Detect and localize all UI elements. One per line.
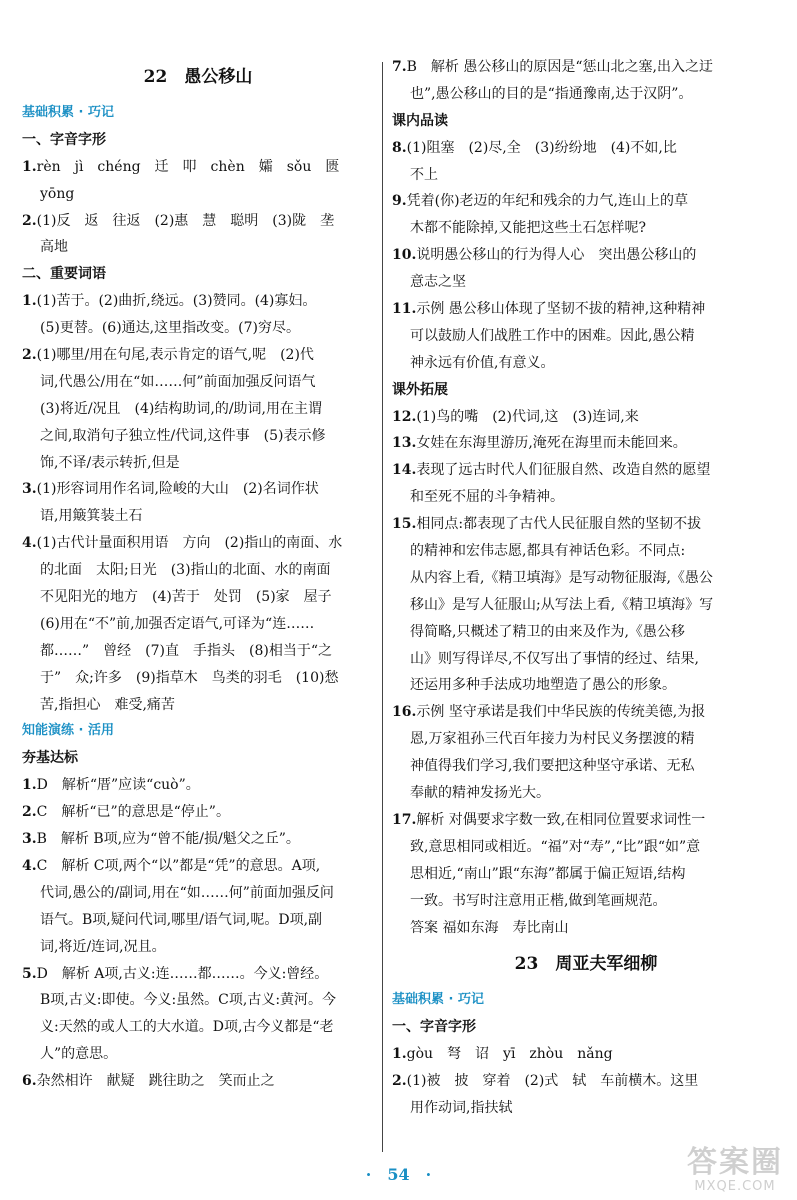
page-number: · 54 · bbox=[365, 1165, 432, 1184]
answer-item bbox=[22, 530, 374, 557]
answer-item bbox=[392, 807, 780, 834]
continuation-line: 木都不能除掉,又能把这些土石怎样呢? bbox=[410, 220, 646, 237]
continuation-line: 词,将近/连词,况且。 bbox=[40, 938, 166, 955]
item-number: 10. bbox=[392, 247, 417, 264]
item-text: 示例 愚公移山体现了坚韧不拔的精神,这种精神 bbox=[416, 301, 706, 318]
item-number: 2. bbox=[22, 804, 37, 821]
item-number: 7. bbox=[392, 59, 407, 75]
subsection-heading: 夯基达标 bbox=[22, 750, 78, 767]
column-divider bbox=[382, 62, 383, 1152]
continuation-line: 答案 福如东海 寿比南山 bbox=[410, 919, 569, 936]
item-number: 16. bbox=[392, 704, 417, 721]
item-number: 3. bbox=[22, 481, 37, 498]
continuation-line: 恩,万家祖孙三代百年接力为村民义务摆渡的精 bbox=[410, 731, 695, 748]
answer-item bbox=[392, 296, 780, 323]
answer-item bbox=[392, 699, 780, 726]
continuation-line: 奉献的精神发扬光大。 bbox=[410, 785, 550, 802]
continuation-line: 之间,取消句子独立性/代词,这件事 (5)表示修 bbox=[40, 427, 326, 444]
continuation-line: 高地 bbox=[40, 239, 68, 256]
item-number: 9. bbox=[392, 193, 407, 210]
continuation-line: 可以鼓励人们战胜工作中的困难。因此,愚公精 bbox=[410, 327, 695, 344]
subsection-heading: 课外拓展 bbox=[392, 381, 448, 398]
continuation-line: 都……” 曾经 (7)直 手指头 (8)相当于“之 bbox=[40, 642, 332, 659]
answer-item bbox=[22, 288, 374, 315]
subsection-heading: 课内品读 bbox=[392, 112, 448, 129]
continuation-line: 移山》是写人征服山;从写法上看,《精卫填海》写 bbox=[410, 596, 714, 613]
continuation-line: (3)将近/况且 (4)结构助词,的/助词,用在主谓 bbox=[40, 400, 322, 417]
item-text: (1)古代计量面积用语 方向 (2)指山的南面、水 bbox=[36, 535, 343, 552]
item-text: (1)被 披 穿着 (2)式 轼 车前横木。这里 bbox=[406, 1073, 699, 1090]
item-text: 相同点:都表现了古代人民征服自然的坚韧不拔 bbox=[416, 516, 702, 533]
item-number: 15. bbox=[392, 516, 417, 533]
answer-item bbox=[392, 404, 780, 431]
subsection-heading: 一、字音字形 bbox=[392, 1019, 476, 1036]
left-column bbox=[22, 54, 374, 1095]
item-text: C 解析 C项,两个“以”都是“凭”的意思。A项, bbox=[36, 857, 321, 874]
continuation-line: 于” 众;许多 (9)指草木 鸟类的羽毛 (10)愁 bbox=[40, 669, 339, 686]
item-number: 17. bbox=[392, 811, 417, 828]
continuation-line: 苦,指担心 难受,痛苦 bbox=[40, 696, 175, 713]
item-text: (1)阻塞 (2)尽,全 (3)纷纷地 (4)不如,比 bbox=[406, 139, 677, 156]
continuation-line: 意志之坚 bbox=[410, 274, 466, 291]
lesson-title: 22 愚公移山 bbox=[143, 67, 253, 87]
continuation-line: 一致。书写时注意用正楷,做到笔画规范。 bbox=[410, 892, 667, 909]
item-number: 1. bbox=[392, 1046, 407, 1063]
item-text: B 解析 B项,应为“曾不能/损/魁父之丘”。 bbox=[36, 831, 300, 848]
answer-item bbox=[22, 154, 374, 181]
item-number: 4. bbox=[22, 857, 37, 874]
answer-item bbox=[22, 476, 374, 503]
item-text: (1)哪里/用在句尾,表示肯定的语气,呢 (2)代 bbox=[36, 347, 314, 364]
item-number: 14. bbox=[392, 462, 417, 479]
item-number: 5. bbox=[22, 965, 37, 982]
item-text: 凭着(你)老迈的年纪和残余的力气,连山上的草 bbox=[406, 193, 688, 210]
item-text: (1)鸟的嘴 (2)代词,这 (3)连词,来 bbox=[416, 408, 639, 425]
answer-item bbox=[392, 188, 780, 215]
right-column bbox=[392, 54, 780, 1122]
answer-item bbox=[22, 826, 374, 853]
continuation-line: yōng bbox=[40, 185, 75, 202]
subsection-heading: 一、字音字形 bbox=[22, 131, 106, 148]
answer-item bbox=[22, 853, 374, 880]
item-text: 女娃在东海里游历,淹死在海里而未能回来。 bbox=[416, 435, 687, 452]
item-number: 4. bbox=[22, 535, 37, 552]
item-number: 8. bbox=[392, 139, 407, 156]
answer-item bbox=[22, 208, 374, 235]
item-text: 杂然相许 献疑 跳往助之 笑而止之 bbox=[36, 1073, 275, 1090]
answer-item bbox=[22, 342, 374, 369]
watermark-url: MXQE.COM bbox=[694, 1179, 776, 1194]
answer-item bbox=[392, 511, 780, 538]
answer-item bbox=[22, 799, 374, 826]
answer-item bbox=[392, 1068, 780, 1095]
item-number: 1. bbox=[22, 777, 37, 794]
continuation-line: 语气。B项,疑问代词,哪里/语气词,呢。D项,副 bbox=[40, 911, 323, 928]
item-text: C 解析“已”的意思是“停止”。 bbox=[36, 804, 230, 821]
answer-item bbox=[22, 1068, 374, 1095]
item-text: rèn jì chéng 迁 叩 chèn 孀 sǒu 匮 bbox=[36, 158, 340, 175]
answer-item bbox=[392, 1041, 780, 1068]
item-text: (1)形容词用作名词,险峻的大山 (2)名词作状 bbox=[36, 481, 319, 498]
answer-item bbox=[392, 430, 780, 457]
continuation-line: B项,古义:即使。今义:虽然。C项,古义:黄河。今 bbox=[40, 992, 337, 1009]
continuation-line: 从内容上看,《精卫填海》是写动物征服海,《愚公 bbox=[410, 569, 713, 586]
continuation-line: 代词,愚公的/副词,用在“如……何”前面加强反问 bbox=[40, 884, 334, 901]
continuation-line: 不上 bbox=[410, 166, 438, 183]
continuation-line: 也”,愚公移山的目的是“指通豫南,达于汉阴”。 bbox=[410, 85, 693, 102]
continuation-line: 词,代愚公/用在“如……何”前面加强反问语气 bbox=[40, 373, 316, 390]
item-number: 2. bbox=[22, 212, 37, 229]
continuation-line: 还运用多种手法成功地塑造了愚公的形象。 bbox=[410, 677, 676, 694]
continuation-line: 得简略,只概述了精卫的由来及作为,《愚公移 bbox=[410, 623, 685, 640]
item-text: B 解析 愚公移山的原因是“惩山北之塞,出入之迂 bbox=[406, 59, 713, 75]
item-text: 说明愚公移山的行为得人心 突出愚公移山的 bbox=[416, 247, 697, 264]
answer-item bbox=[392, 54, 780, 81]
item-text: gòu 弩 诏 yī zhòu nǎng bbox=[406, 1046, 613, 1063]
item-number: 11. bbox=[392, 301, 417, 318]
item-text: 表现了远古时代人们征服自然、改造自然的愿望 bbox=[416, 462, 711, 479]
item-text: D 解析“厝”应读“cuò”。 bbox=[36, 777, 200, 794]
watermark-text: 答案圈 bbox=[687, 1145, 783, 1180]
continuation-line: 山》则写得详尽,不仅写出了事情的经过、结果, bbox=[410, 650, 699, 667]
item-number: 2. bbox=[392, 1073, 407, 1090]
continuation-line: 神值得我们学习,我们要把这种坚守承诺、无私 bbox=[410, 758, 695, 775]
answer-item bbox=[392, 242, 780, 269]
continuation-line: 人”的意思。 bbox=[40, 1046, 118, 1063]
continuation-line: 的北面 太阳;日光 (3)指山的北面、水的南面 bbox=[40, 562, 331, 579]
item-text: 解析 对偶要求字数一致,在相同位置要求词性一 bbox=[416, 811, 706, 828]
continuation-line: (6)用在“不”前,加强否定语气,可译为“连…… bbox=[40, 615, 315, 632]
item-number: 3. bbox=[22, 831, 37, 848]
section-banner: 基础积累 · 巧记 bbox=[392, 992, 484, 1008]
continuation-line: 用作动词,指扶轼 bbox=[410, 1099, 513, 1116]
continuation-line: 饰,不译/表示转折,但是 bbox=[40, 454, 180, 471]
item-number: 2. bbox=[22, 347, 37, 364]
item-text: (1)反 返 往返 (2)惠 慧 聪明 (3)陇 垄 bbox=[36, 212, 335, 229]
item-number: 12. bbox=[392, 408, 417, 425]
section-banner: 知能演练 · 活用 bbox=[22, 723, 114, 739]
continuation-line: 和至死不屈的斗争精神。 bbox=[410, 489, 564, 506]
answer-item bbox=[392, 457, 780, 484]
continuation-line: 致,意思相同或相近。“福”对“寿”,“比”跟“如”意 bbox=[410, 838, 701, 855]
lesson-title: 23 周亚夫军细柳 bbox=[514, 954, 658, 975]
continuation-line: 神永远有价值,有意义。 bbox=[410, 354, 555, 371]
watermark-logo bbox=[687, 1147, 783, 1194]
item-text: (1)苦于。(2)曲折,绕远。(3)赞同。(4)寡妇。 bbox=[36, 293, 317, 310]
item-number: 13. bbox=[392, 435, 417, 452]
continuation-line: (5)更替。(6)通达,这里指改变。(7)穷尽。 bbox=[40, 320, 300, 337]
item-number: 1. bbox=[22, 293, 37, 310]
item-number: 1. bbox=[22, 158, 37, 175]
answer-item bbox=[22, 961, 374, 988]
answer-item bbox=[22, 772, 374, 799]
item-number: 6. bbox=[22, 1073, 37, 1090]
continuation-line: 义:天然的或人工的大水道。D项,古今义都是“老 bbox=[40, 1019, 334, 1036]
answer-item bbox=[392, 135, 780, 162]
continuation-line: 思相近,“南山”跟“东海”都属于偏正短语,结构 bbox=[410, 865, 686, 882]
section-banner: 基础积累 · 巧记 bbox=[22, 105, 114, 120]
subsection-heading: 二、重要词语 bbox=[22, 266, 106, 283]
continuation-line: 的精神和宏伟志愿,都具有神话色彩。不同点: bbox=[410, 543, 686, 560]
item-text: D 解析 A项,古义:连……都……。今义:曾经。 bbox=[36, 965, 329, 982]
continuation-line: 不见阳光的地方 (4)苦于 处罚 (5)家 屋子 bbox=[40, 589, 332, 606]
item-text: 示例 坚守承诺是我们中华民族的传统美德,为报 bbox=[416, 704, 706, 721]
continuation-line: 语,用簸箕装土石 bbox=[40, 508, 143, 525]
